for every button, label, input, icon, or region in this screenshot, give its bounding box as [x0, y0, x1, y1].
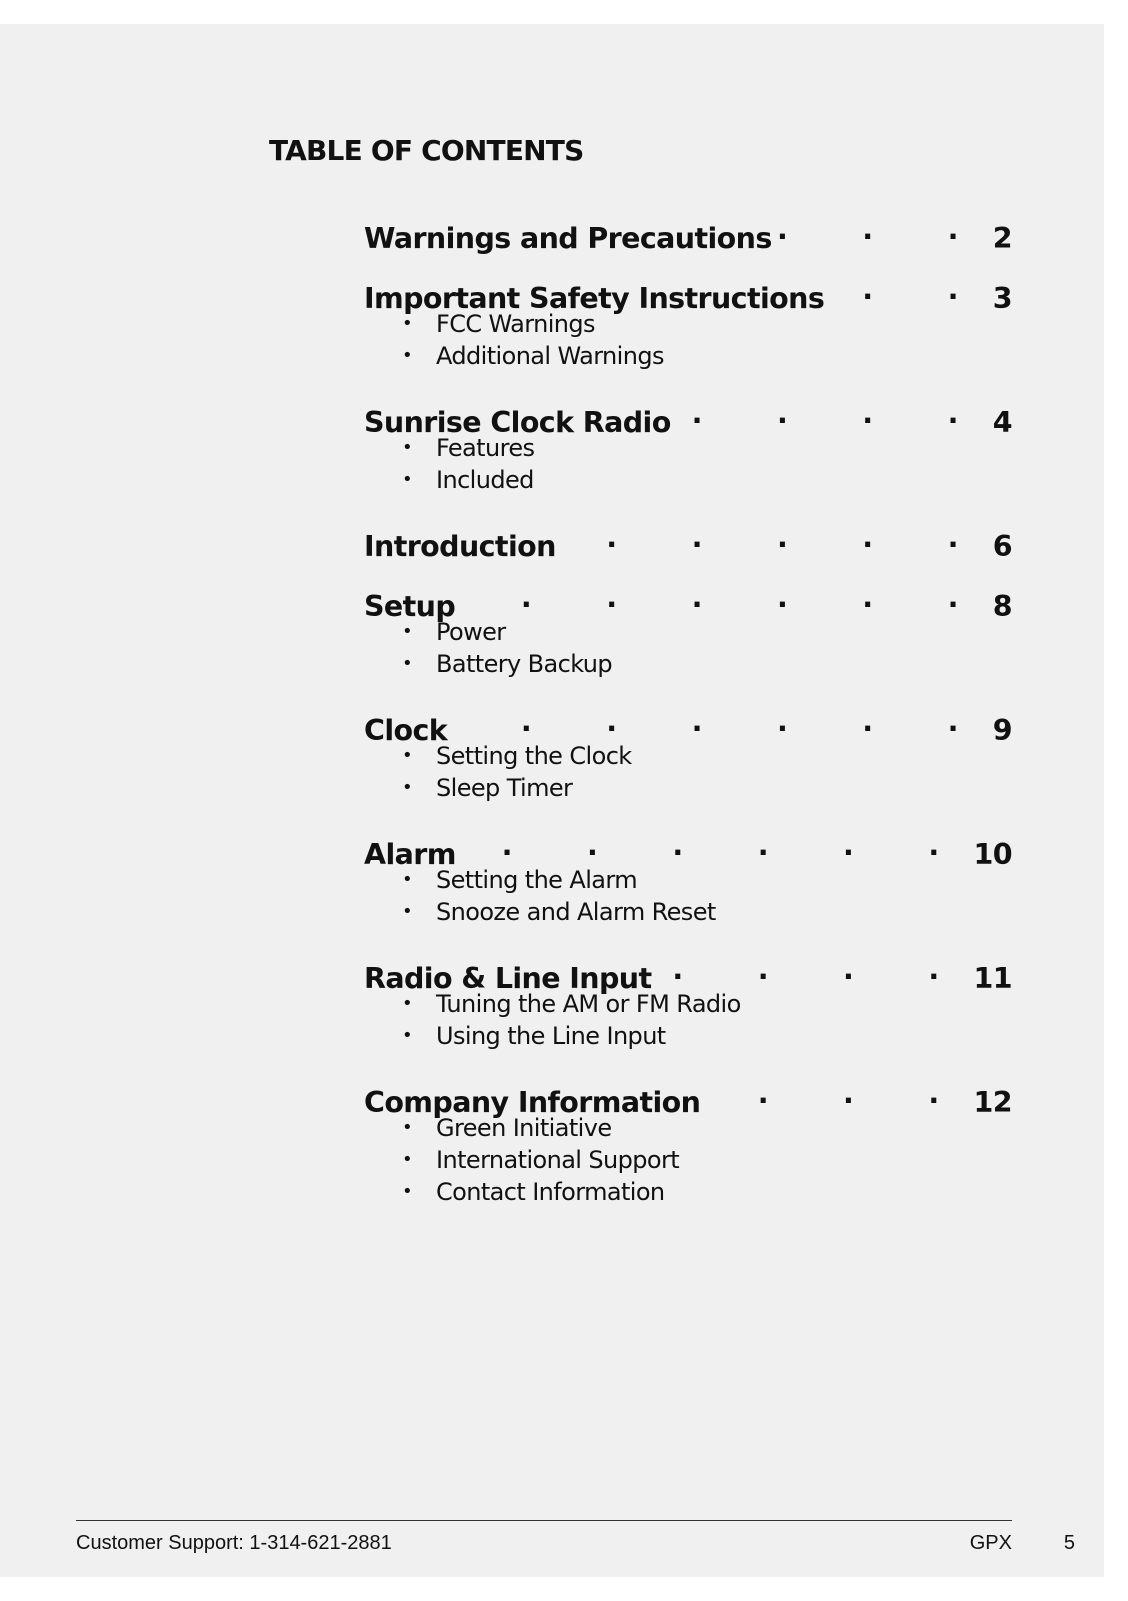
- toc-page-number: 8: [992, 590, 1012, 623]
- toc-subitem: [402, 1176, 1012, 1208]
- bullet-icon: •: [402, 653, 413, 674]
- dot-leader: [455, 580, 991, 616]
- toc-entry: [364, 952, 1012, 1052]
- bullet-icon: •: [402, 1117, 413, 1138]
- toc-entry: [364, 1076, 1012, 1208]
- toc-subitem-label: Additional Warnings: [436, 342, 664, 370]
- toc-subitem-label: Contact Information: [436, 1178, 665, 1206]
- toc-subitem: [402, 896, 1012, 928]
- toc-entry: [364, 828, 1012, 928]
- toc-page-number: 3: [992, 282, 1012, 315]
- dot-leader: [556, 520, 991, 556]
- toc-subitem-label: Tuning the AM or FM Radio: [436, 990, 741, 1018]
- toc-heading: [364, 828, 1012, 871]
- bullet-icon: •: [402, 621, 413, 642]
- toc-subitem: [402, 648, 1012, 680]
- toc-subitem-label: Snooze and Alarm Reset: [436, 898, 716, 926]
- footer-brand: GPX: [969, 1532, 1012, 1554]
- bullet-icon: •: [402, 745, 413, 766]
- toc-subitem-label: Using the Line Input: [436, 1022, 666, 1050]
- toc-subitem: [402, 432, 1012, 464]
- toc-entry: [364, 580, 1012, 680]
- toc-subitem-label: Sleep Timer: [436, 774, 573, 802]
- toc-heading: [364, 212, 1012, 255]
- toc-page-number: 10: [973, 838, 1012, 871]
- toc-subitem: [402, 340, 1012, 372]
- bullet-icon: •: [402, 1149, 413, 1170]
- footer-divider: [76, 1520, 1012, 1521]
- toc-subitems: [364, 616, 1012, 680]
- bullet-icon: •: [402, 1025, 413, 1046]
- toc-subitem: [402, 988, 1012, 1020]
- toc-heading: [364, 952, 1012, 995]
- toc-subitem-label: FCC Warnings: [436, 310, 595, 338]
- toc-page-number: 4: [992, 406, 1012, 439]
- toc-page-number: 12: [973, 1086, 1012, 1119]
- bullet-icon: •: [402, 869, 413, 890]
- toc-heading-title: Introduction: [364, 530, 556, 563]
- toc-page-number: 11: [973, 962, 1012, 995]
- toc-subitem-label: Features: [436, 434, 535, 462]
- toc-subitem: [402, 1020, 1012, 1052]
- toc-subitem-label: International Support: [436, 1146, 680, 1174]
- toc-heading-title: Warnings and Precautions: [364, 222, 772, 255]
- bullet-icon: •: [402, 901, 413, 922]
- bullet-icon: •: [402, 345, 413, 366]
- toc-heading-title: Company Information: [364, 1086, 701, 1119]
- toc-subitem-label: Power: [436, 618, 506, 646]
- toc-subitem-label: Setting the Alarm: [436, 866, 637, 894]
- toc-subitem-label: Included: [436, 466, 534, 494]
- toc-entry: [364, 212, 1012, 255]
- toc-heading-title: Clock: [364, 714, 448, 747]
- footer-page-number: 5: [1063, 1532, 1075, 1554]
- toc-subitem-label: Green Initiative: [436, 1114, 612, 1142]
- dot-leader: [671, 396, 991, 432]
- toc-subitem: [402, 464, 1012, 496]
- toc-subitems: [364, 432, 1012, 496]
- footer-support-text: Customer Support: 1-314-621-2881: [76, 1532, 392, 1554]
- dot-leader: [447, 704, 991, 740]
- toc-entry: [364, 396, 1012, 496]
- toc-entry: [364, 704, 1012, 804]
- toc-heading-title: Alarm: [364, 838, 456, 871]
- toc-subitem-label: Battery Backup: [436, 650, 613, 678]
- dot-leader: [456, 828, 972, 864]
- toc-page-number: 9: [992, 714, 1012, 747]
- toc-heading: [364, 704, 1012, 747]
- bullet-icon: •: [402, 1181, 413, 1202]
- dot-leader: [772, 212, 991, 248]
- toc-subitems: [364, 864, 1012, 928]
- dot-leader: [700, 1076, 971, 1112]
- dot-leader: [824, 272, 991, 308]
- toc-heading: [364, 580, 1012, 623]
- toc-subitem: [402, 1144, 1012, 1176]
- toc-subitem: [402, 616, 1012, 648]
- bullet-icon: •: [402, 469, 413, 490]
- bullet-icon: •: [402, 777, 413, 798]
- toc-heading-title: Radio & Line Input: [364, 962, 652, 995]
- toc-entry: [364, 272, 1012, 372]
- toc-heading-title: Sunrise Clock Radio: [364, 406, 671, 439]
- toc-page-number: 6: [992, 530, 1012, 563]
- bullet-icon: •: [402, 993, 413, 1014]
- toc-subitem: [402, 740, 1012, 772]
- toc-subitems: [364, 1112, 1012, 1208]
- toc-subitem: [402, 772, 1012, 804]
- table-of-contents: [364, 212, 1012, 1208]
- toc-heading-title: Important Safety Instructions: [364, 282, 825, 315]
- toc-subitems: [364, 308, 1012, 372]
- toc-heading: [364, 520, 1012, 563]
- toc-entry: [364, 520, 1012, 563]
- bullet-icon: •: [402, 313, 413, 334]
- toc-page-number: 2: [992, 222, 1012, 255]
- toc-heading-title: Setup: [364, 590, 456, 623]
- bullet-icon: •: [402, 437, 413, 458]
- toc-subitem: [402, 308, 1012, 340]
- toc-subitem-label: Setting the Clock: [436, 742, 632, 770]
- dot-leader: [652, 952, 972, 988]
- toc-subitem: [402, 1112, 1012, 1144]
- toc-heading: [364, 272, 1012, 315]
- toc-subitems: [364, 988, 1012, 1052]
- toc-subitem: [402, 864, 1012, 896]
- toc-heading: [364, 396, 1012, 439]
- page-title: TABLE OF CONTENTS: [269, 134, 584, 167]
- toc-subitems: [364, 740, 1012, 804]
- toc-heading: [364, 1076, 1012, 1119]
